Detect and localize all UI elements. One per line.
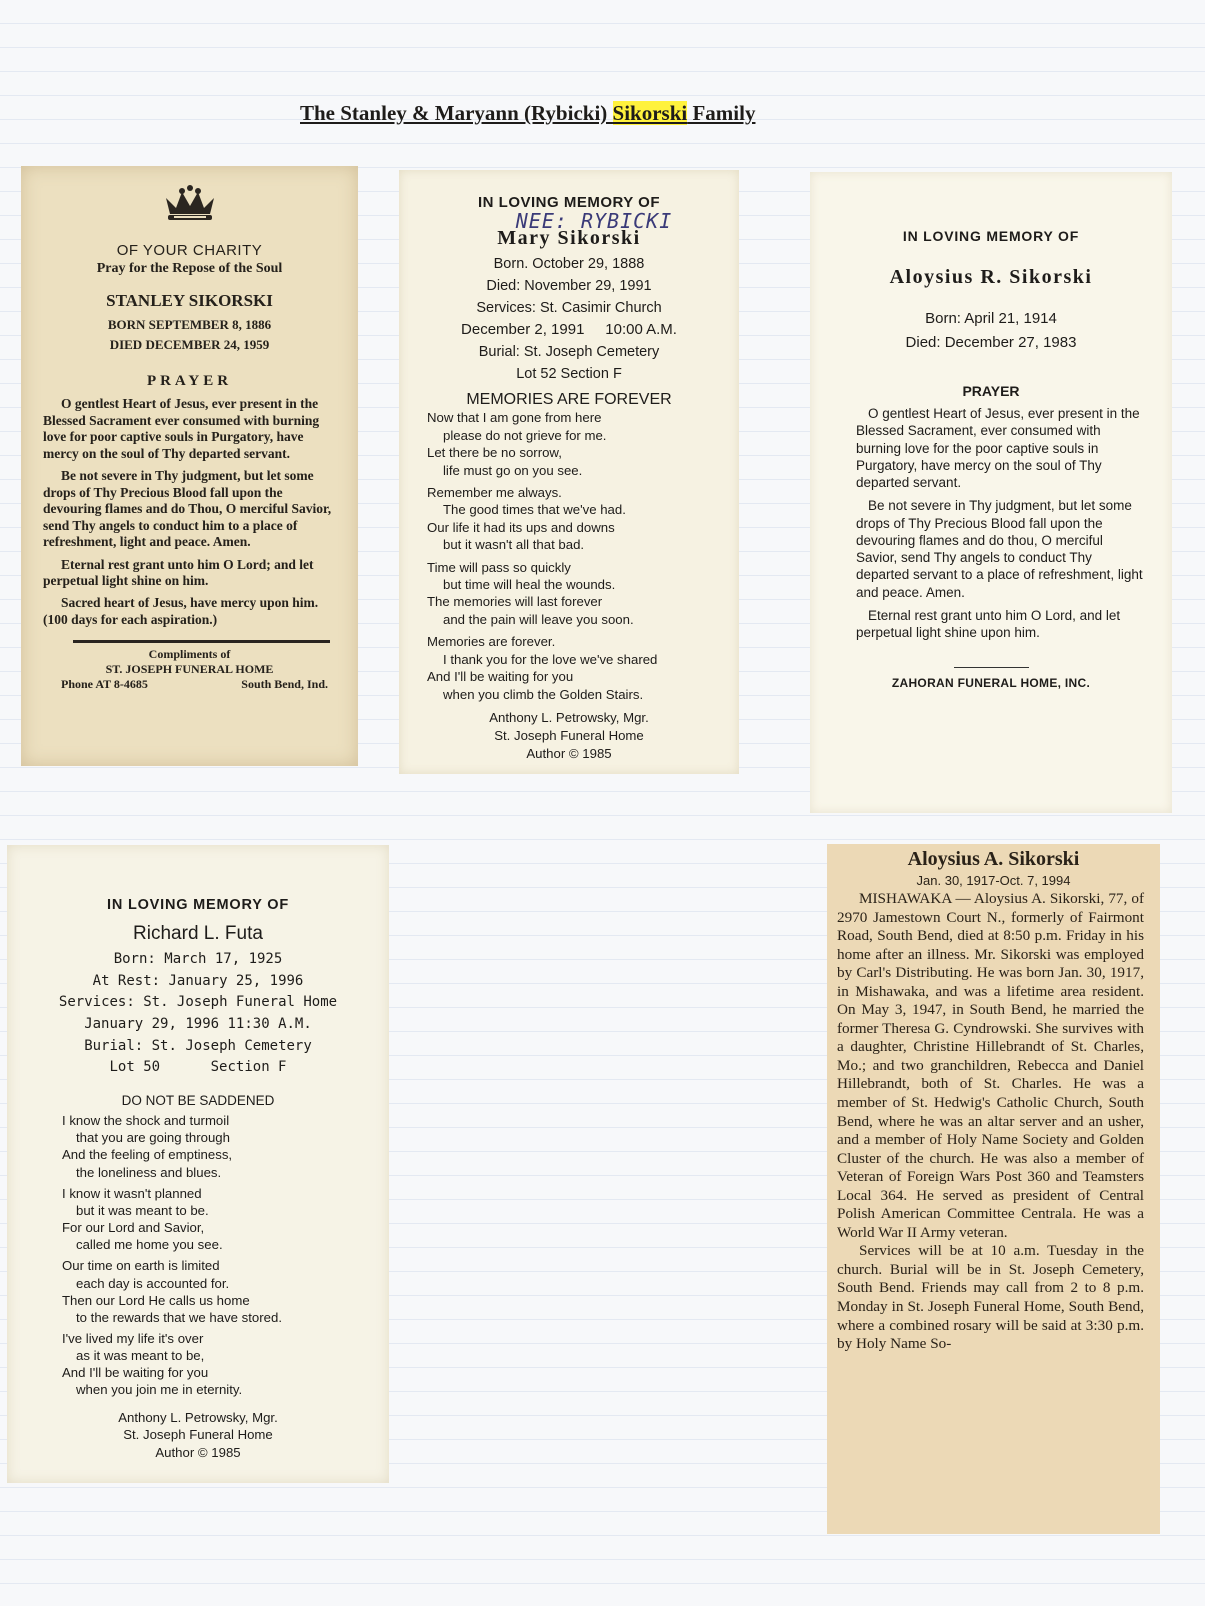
burial: Burial: St. Joseph Cemetery [478, 343, 660, 360]
compliments-text: Compliments of [148, 647, 231, 662]
city: South Bend, Ind. [241, 677, 328, 692]
poem-line: as it was meant to be, [76, 1348, 205, 1364]
rest-date: At Rest: January 25, 1996 [92, 972, 304, 989]
poem-line: And the feeling of emptiness, [62, 1147, 233, 1163]
poem-line: Time will pass so quickly [427, 559, 571, 575]
card-heading: IN LOVING MEMORY OF [107, 897, 289, 913]
born-date: BORN SEPTEMBER 8, 1886 [107, 317, 272, 332]
page-title [300, 101, 860, 126]
prayer-text [21, 396, 358, 628]
obituary-body [837, 890, 1144, 1354]
deceased-name: STANLEY SIKORSKI [106, 291, 273, 310]
poem-stanza [62, 1257, 389, 1326]
card-heading: IN LOVING MEMORY OF [477, 194, 660, 211]
poem-line: but time will heal the wounds. [443, 577, 616, 593]
obituary-name: Aloysius A. Sikorski [907, 848, 1080, 870]
poem-line: For our Lord and Savior, [62, 1220, 205, 1236]
poem-line: I thank you for the love we've shared [443, 651, 658, 667]
poem-line: but it wasn't all that bad. [443, 537, 585, 553]
title-part-2: Family [687, 101, 756, 125]
divider [73, 640, 330, 643]
card-subheading: Pray for the Repose of the Soul [96, 261, 283, 276]
card-heading: OF YOUR CHARITY [116, 242, 263, 259]
poem-line: but it was meant to be. [76, 1202, 209, 1218]
credit-line: Author © 1985 [526, 745, 612, 761]
poem-line: Then our Lord He calls us home [62, 1292, 250, 1308]
poem-title: DO NOT BE SADDENED [121, 1093, 275, 1109]
poem-line: called me home you see. [76, 1237, 223, 1253]
lot-section: Lot 52 Section F [516, 365, 622, 382]
died-date: Died: November 29, 1991 [486, 277, 652, 294]
memorial-card-mary [399, 170, 739, 774]
lot-section: Lot 50 Section F [109, 1059, 287, 1076]
poem-line: And I'll be waiting for you [427, 669, 574, 685]
poem-line: I know it wasn't planned [62, 1185, 202, 1201]
poem-line: each day is accounted for. [76, 1275, 230, 1291]
deceased-name: Richard L. Futa [133, 923, 263, 944]
poem-line: The good times that we've had. [443, 502, 626, 518]
poem [62, 1112, 389, 1399]
poem-line: I know the shock and turmoil [62, 1113, 230, 1129]
service-date: December 2, 1991 10:00 A.M. [461, 321, 677, 339]
poem-line: and the pain will leave you soon. [443, 611, 634, 627]
poem-stanza [427, 559, 739, 629]
credit-line: St. Joseph Funeral Home [123, 1427, 273, 1443]
poem-stanza [427, 409, 739, 479]
born-date: Born: April 21, 1914 [925, 310, 1057, 327]
poem-line: life must go on you see. [443, 462, 583, 478]
credit-line: Anthony L. Petrowsky, Mgr. [489, 710, 649, 725]
poem-line: please do not grieve for me. [443, 427, 607, 443]
poem-stanza [62, 1112, 389, 1181]
died-date: DIED DECEMBER 24, 1959 [109, 337, 270, 353]
services: Services: St. Joseph Funeral Home [58, 994, 338, 1011]
phone-number: Phone AT 8-4685 [61, 677, 148, 692]
poem-line: And I'll be waiting for you [62, 1365, 209, 1381]
poem-line: Let there be no sorrow, [427, 445, 562, 461]
prayer-paragraph: Be not severe in Thy judgment, but let some drops of Thy Precious Blood fall upon the devouring flames and do thou, O merciful Savior, send Thy angels to conduct Thy departed servant to a place of refreshment, light and peace. Amen. [856, 498, 1143, 600]
poem-line: Memories are forever. [427, 634, 556, 650]
poem-line: The memories will last forever [427, 594, 603, 610]
born-date: Born. October 29, 1888 [493, 256, 645, 272]
born-date: Born: March 17, 1925 [113, 951, 283, 967]
credit-line: Anthony L. Petrowsky, Mgr. [118, 1409, 278, 1425]
title-part-1: The Stanley & Maryann (Rybicki) [300, 101, 613, 125]
prayer-paragraph: Eternal rest grant unto him O Lord, and let perpetual light shine upon him. [856, 607, 1121, 641]
poem-line: to the rewards that we have stored. [76, 1309, 282, 1325]
prayer-heading: PRAYER [962, 383, 1020, 399]
funeral-home-name: ZAHORAN FUNERAL HOME, INC. [891, 676, 1091, 691]
card-heading: IN LOVING MEMORY OF [902, 228, 1080, 244]
poem-title: MEMORIES ARE FOREVER [466, 391, 672, 409]
prayer-paragraph: O gentlest Heart of Jesus, ever present in the Blessed Sacrament ever consumed with burning love for poor captive souls in Purgatory, have mercy on the soul of Thy departed servant. [43, 396, 320, 461]
poem-line: Our life it had its ups and downs [427, 519, 615, 535]
crown-icon [160, 184, 220, 224]
poem-stanza [62, 1185, 389, 1254]
credit-line: St. Joseph Funeral Home [494, 727, 644, 743]
memorial-card-richard [7, 845, 389, 1483]
poem [427, 409, 739, 703]
poem-stanza [62, 1330, 389, 1399]
service-date: January 29, 1996 11:30 A.M. [84, 1016, 312, 1033]
prayer-paragraph: Sacred heart of Jesus, have mercy upon him. (100 days for each aspiration.) [43, 595, 319, 627]
poem-line: when you climb the Golden Stairs. [443, 686, 644, 702]
title-highlight: Sikorski [612, 101, 688, 125]
obituary-clipping [827, 844, 1160, 1534]
poem-line: Remember me always. [427, 484, 562, 500]
poem-line: I've lived my life it's over [62, 1331, 204, 1346]
deceased-name: Aloysius R. Sikorski [889, 266, 1093, 288]
poem-stanza [427, 633, 739, 703]
died-date: Died: December 27, 1983 [905, 334, 1077, 351]
services: Services: St. Casimir Church [476, 299, 662, 316]
burial: Burial: St. Joseph Cemetery [84, 1037, 312, 1054]
deceased-name: Mary Sikorski [497, 227, 641, 249]
obituary-paragraph: MISHAWAKA — Aloysius A. Sikorski, 77, of 2970 Jamestown Court N., formerly of Fairmont Road, South Bend, died at 8:50 p.m. Friday in his home after an illness. Mr. Sikorski was employed by Carl's Distributing. He was born Jan. 30, 1917, in Mishawaka, and was a lifetime area resident. On May 3, 1947, in South Bend, he married the former Theresa G. Cyndrowski. She survives with a daughter, Christine Hillebrandt of St. Charles, Mo.; and two granchildren, Rebecca and Daniel Hillebrandt, both of St. Charles. He was a member of St. Hedwig's Catholic Church, South Bend, where he was an altar server and an usher, and a member of Holy Name Society and Golden Cluster of the church. He was also a member of Veteran of Foreign Wars Post 360 and Teamsters Local 364. He served as president of Central Polish American Committee Centrala. He was a World War II Army veteran. [837, 890, 1144, 1241]
divider [954, 667, 1029, 668]
prayer-heading: PRAYER [146, 373, 233, 390]
card-footer [21, 647, 358, 692]
credit-line: Author © 1985 [155, 1445, 241, 1461]
prayer-paragraph: Eternal rest grant unto him O Lord; and let perpetual light shine on him. [43, 556, 314, 588]
memorial-card-aloysius-r [810, 172, 1172, 813]
poem-line: that you are going through [76, 1130, 230, 1146]
poem-line: Now that I am gone from here [427, 410, 602, 426]
funeral-home-name: ST. JOSEPH FUNERAL HOME [105, 662, 274, 677]
prayer-text [810, 405, 1172, 641]
prayer-card-stanley [21, 166, 358, 766]
obituary-paragraph: Services will be at 10 a.m. Tuesday in the church. Burial will be in St. Joseph Cemetery, South Bend. Friends may call from 2 to 8 p.m. Monday in St. Joseph Funeral Home, South Bend, where a combined rosary will be said at 3:30 p.m. by Holy Name So- [837, 1242, 1144, 1353]
card-credit [7, 1409, 389, 1462]
prayer-paragraph: O gentlest Heart of Jesus, ever present in the Blessed Sacrament, ever consumed with burning love for the poor captive souls in Purgatory, have mercy on the soul of Thy departed servant. [856, 406, 1140, 491]
card-credit [399, 709, 739, 762]
prayer-paragraph: Be not severe in Thy judgment, but let some drops of Thy Precious Blood fall upon the devouring flames and do Thou, O merciful Savior, send Thy angels to conduct him to a place of refreshment, light and peace. Amen. [43, 468, 332, 550]
obituary-dates: Jan. 30, 1917-Oct. 7, 1994 [916, 873, 1071, 888]
poem-line: Our time on earth is limited [62, 1258, 220, 1274]
poem-line: when you join me in eternity. [76, 1382, 243, 1398]
poem-line: the loneliness and blues. [76, 1164, 222, 1180]
handwritten-note: NEE: RYBICKI [515, 209, 673, 233]
poem-stanza [427, 484, 739, 554]
